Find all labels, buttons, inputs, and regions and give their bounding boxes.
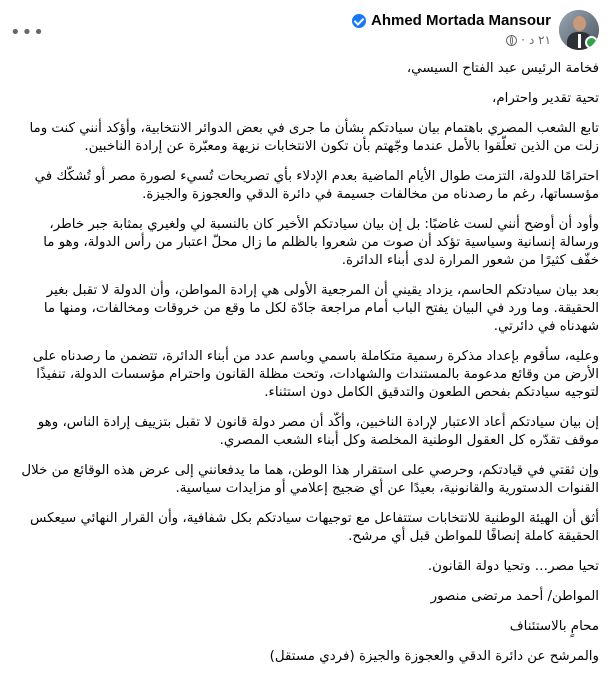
- post-paragraph: فخامة الرئيس عبد الفتاح السيسي،: [406, 61, 599, 76]
- post-body: [12, 60, 599, 678]
- post-paragraph: وأود أن أوضح أنني لست غاضبًا: بل إن بيان سيادتكم الأخير كان بالنسبة لي ولغيري بمثابة جبر خاطر، ورسالة إنسانية وسياسية تؤكد أن صوت من شعروا بالظلم ما زال محلّ اعتبار من رأس الدولة، وهو ما خفّف كثيرًا من شعور المرارة لدى أبناء الدائرة.: [43, 217, 599, 268]
- post-paragraph: وعليه، سأقوم بإعداد مذكرة رسمية متكاملة باسمي وباسم عدد من أبناء الدائرة، تتضمن ما رصدناه على الأرض من وقائع مدعومة بالمستندات والشهادات، وتحت مظلة القانون واحترام مؤسسات الدولة، تنفيذًا لتوجيه سيادتكم بفحص الطعون والتدقيق الكامل دون استثناء.: [32, 349, 599, 400]
- globe-icon: [506, 35, 517, 46]
- verified-badge-icon: [352, 14, 366, 28]
- post-paragraph: إن بيان سيادتكم أعاد الاعتبار لإرادة الناخبين، وأكّد أن مصر دولة قانون لا تقبل بتزييف إرادة الناس، وهو موقف تقدّره كل العقول الوطنية المخلصة وكل أبناء الشعب المصري.: [37, 415, 599, 448]
- post-paragraph: تحية تقدير واحترام،: [492, 91, 599, 106]
- author-name[interactable]: Ahmed Mortada Mansour: [370, 12, 551, 29]
- post-time[interactable]: ٢١ د: [528, 33, 551, 47]
- avatar[interactable]: [559, 10, 599, 50]
- post-paragraph: وإن ثقتي في قيادتكم، وحرصي على استقرار هذا الوطن، هما ما يدفعانني إلى عرض هذه الوقائع من خلال القنوات الدستورية والقانونية، بعيدًا عن أي ضجيج إعلامي أو مزايدات سياسية.: [21, 463, 599, 496]
- signature-line: والمرشح عن دائرة الدقي والعجوزة والجيزة (فردي مستقل): [269, 649, 599, 664]
- post-paragraph: تابع الشعب المصري باهتمام بيان سيادتكم بشأن ما جرى في بعض الدوائر الانتخابية، وأؤكد أنني كنت وما زلت من الذين تعلّقوا بالأمل عندما وجّهتم بأن تكون الانتخابات نزيهة ومعبّرة عن إرادة الناخبين.: [29, 121, 599, 154]
- signature-line: المواطن/ أحمد مرتضى منصور: [430, 589, 599, 604]
- post-paragraph: احترامًا للدولة، التزمت طوال الأيام الماضية بعدم الإدلاء بأي تصريحات تُسيء لصورة مصر أو تُشكّك في مؤسساتها، رغم ما رصدناه من مخالفات جسيمة في دائرة الدقي والعجوزة والجيزة.: [34, 169, 599, 202]
- post-paragraph: أثق أن الهيئة الوطنية للانتخابات ستتفاعل مع توجيهات سيادتكم بكل شفافية، وأن القرار النهائي سيعكس الحقيقة كاملة إنصافًا للمواطن قبل أي مرشح.: [30, 511, 599, 544]
- post-paragraph: بعد بيان سيادتكم الحاسم، يزداد يقيني أن المرجعية الأولى هي إرادة المواطن، وأن الدولة لا تقبل بغير الحقيقة. وما ورد في البيان يفتح الباب أمام مراجعة جادّة لكل ما وقع من خروقات ومخالفات، ومنها ما شهدناه في دائرتي.: [43, 283, 599, 334]
- post-header: [0, 0, 611, 54]
- signature-line: محامٍ بالاستئناف: [509, 619, 599, 634]
- author-row: [352, 12, 551, 29]
- post-paragraph: تحيا مصر… وتحيا دولة القانون.: [427, 559, 599, 574]
- post-meta: [506, 33, 551, 47]
- more-options-icon[interactable]: •••: [10, 22, 45, 43]
- separator-dot: ·: [521, 33, 525, 47]
- online-status-icon: [585, 36, 598, 49]
